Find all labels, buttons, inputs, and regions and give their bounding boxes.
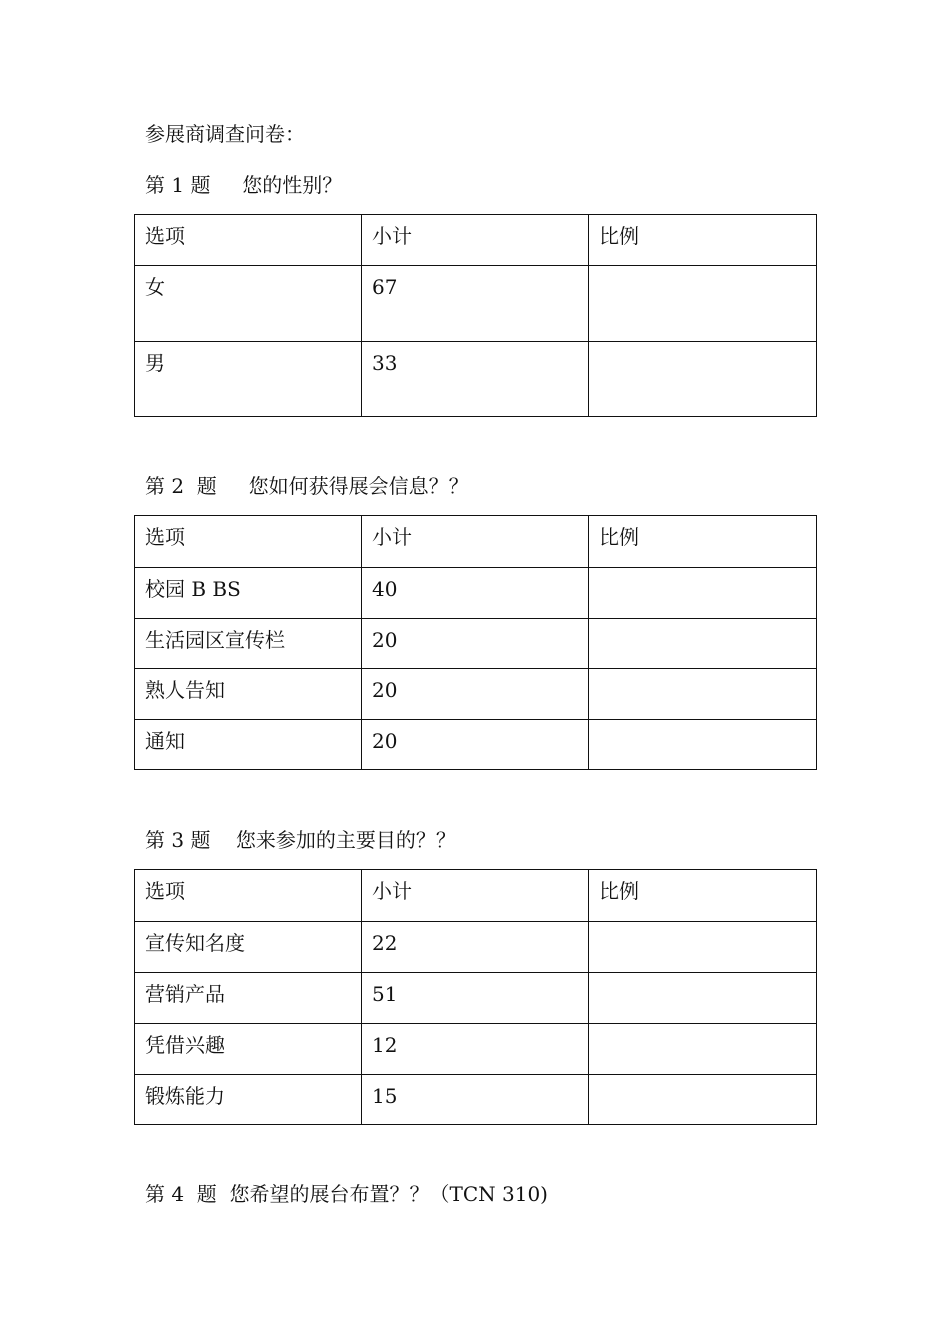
question-1-heading: 第 1 题 您的性别？ <box>145 173 343 197</box>
option-cell: 女 <box>135 266 362 342</box>
header-subtotal: 小计 <box>362 870 589 922</box>
option-cell: 熟人告知 <box>135 669 362 720</box>
table-row <box>135 568 817 619</box>
table-row <box>135 720 817 770</box>
ratio-cell <box>589 973 817 1024</box>
question-1-table <box>134 214 817 417</box>
subtotal-cell: 15 <box>362 1075 589 1125</box>
header-ratio: 比例 <box>589 870 817 922</box>
table-row <box>135 922 817 973</box>
table-row <box>135 619 817 669</box>
ratio-cell <box>589 1075 817 1125</box>
document-title: 参展商调查问卷： <box>145 122 305 146</box>
option-cell: 凭借兴趣 <box>135 1024 362 1075</box>
ratio-cell <box>589 619 817 669</box>
header-subtotal: 小计 <box>362 516 589 568</box>
table-row <box>135 973 817 1024</box>
option-cell: 男 <box>135 342 362 417</box>
subtotal-cell: 51 <box>362 973 589 1024</box>
option-cell: 锻炼能力 <box>135 1075 362 1125</box>
question-2-table <box>134 515 817 770</box>
subtotal-cell: 22 <box>362 922 589 973</box>
table-header-row <box>135 516 817 568</box>
header-option: 选项 <box>135 215 362 266</box>
table-row <box>135 266 817 342</box>
ratio-cell <box>589 720 817 770</box>
table-row <box>135 1024 817 1075</box>
header-subtotal: 小计 <box>362 215 589 266</box>
header-option: 选项 <box>135 870 362 922</box>
option-cell: 校园 B BS <box>135 568 362 619</box>
ratio-cell <box>589 266 817 342</box>
table-header-row <box>135 215 817 266</box>
subtotal-cell: 20 <box>362 619 589 669</box>
question-3-table <box>134 869 817 1125</box>
question-3-heading: 第 3 题 您来参加的主要目的？？ <box>145 828 456 852</box>
subtotal-cell: 20 <box>362 720 589 770</box>
ratio-cell <box>589 342 817 417</box>
subtotal-cell: 33 <box>362 342 589 417</box>
table-row <box>135 669 817 720</box>
header-ratio: 比例 <box>589 516 817 568</box>
table-row <box>135 1075 817 1125</box>
option-cell: 营销产品 <box>135 973 362 1024</box>
subtotal-cell: 20 <box>362 669 589 720</box>
ratio-cell <box>589 568 817 619</box>
option-cell: 生活园区宣传栏 <box>135 619 362 669</box>
ratio-cell <box>589 669 817 720</box>
table-row <box>135 342 817 417</box>
subtotal-cell: 12 <box>362 1024 589 1075</box>
question-4-heading: 第 4 题 您希望的展台布置？？（TCN 310) <box>145 1182 548 1206</box>
subtotal-cell: 40 <box>362 568 589 619</box>
ratio-cell <box>589 1024 817 1075</box>
header-option: 选项 <box>135 516 362 568</box>
question-2-heading: 第 2 题 您如何获得展会信息？？ <box>145 474 469 498</box>
header-ratio: 比例 <box>589 215 817 266</box>
option-cell: 通知 <box>135 720 362 770</box>
ratio-cell <box>589 922 817 973</box>
subtotal-cell: 67 <box>362 266 589 342</box>
option-cell: 宣传知名度 <box>135 922 362 973</box>
table-header-row <box>135 870 817 922</box>
